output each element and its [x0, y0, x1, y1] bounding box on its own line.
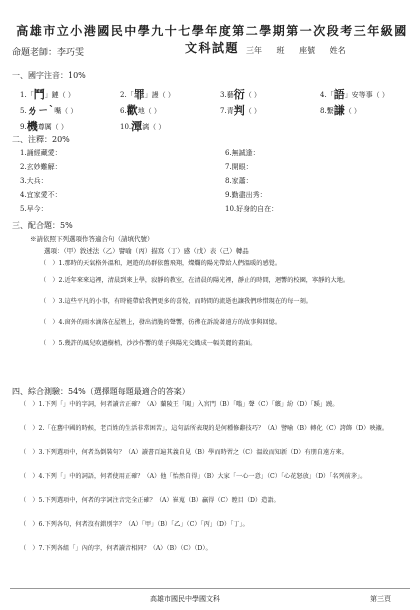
vocab-item: 4.「語」安等事（ ） [320, 88, 389, 101]
gloss-item: 10.好身的自在： [225, 205, 279, 213]
gloss-item: 5.早今： [20, 205, 48, 213]
gloss-item: 8.家蕭： [225, 177, 253, 185]
gloss-item: 4.宜家愛不： [20, 191, 62, 199]
matching-question: （ ）2.近年來來這裡，清晨到來上學，寂靜的教室，在清晨的陽光裡，靜止的時間，迴響的校園，寧靜的大地。 [40, 277, 350, 284]
matching-question: （ ）1.那時的天氣格外溫和，迴遊的鳥群依舊飛翔，燦爛的陽光帶給人們溫暖的感覺。 [40, 260, 282, 267]
section2-heading: 二、注釋：20% [12, 135, 70, 144]
matching-question: （ ）5.幾許的風兒吹過樹梢，沙沙作響的葉子與陽光交織成一幅美麗的畫面。 [40, 340, 257, 347]
name-label: 姓名 [329, 46, 346, 55]
vocab-item: 10.潭漓（ ） [120, 120, 166, 133]
vocab-item: 5.ㄌㄧˋ嘴（ ） [20, 104, 78, 117]
mc-question: （ ）3.下列選項中，何者為倒裝句？（A）讀書百遍其義自見（B）學而時習之（C）溫故而知新（D）有朋自遠方來。 [20, 449, 348, 456]
vocab-item: 1.「鬥」鏈（ ） [20, 88, 75, 101]
matching-question: （ ）3.這些平凡的小事，有時能帶給我們更多的喜悅，而時間的流逝也讓我們珍惜現在的每一刻。 [40, 298, 312, 305]
section3-heading: 三、配合題：5% [12, 221, 73, 230]
vocab-item: 7.青判（ ） [220, 104, 261, 117]
section3-intro: ※請依照下列選項作答適合句（請填代號） [30, 235, 154, 243]
gloss-item: 7.開眼： [225, 163, 253, 171]
section1-heading: 一、國字注音：10% [12, 71, 86, 80]
footer-school: 高雄市國民中學國文科 [150, 595, 220, 603]
mc-question: （ ）7.下列各組「」內的字，何者讀音相同？（A）（B）（C）（D）。 [20, 545, 212, 552]
section3-options: 選項：（甲）敘述法（乙）譬喻（丙）描寫（丁）感（戊）表（己）轉品 [44, 247, 249, 255]
page-title: 高雄市立小港國民中學九十七學年度第二學期第一次段考三年級國文科試題 [16, 24, 408, 55]
vocab-item: 8.繫謙（ ） [320, 104, 361, 117]
proctor-label: 命題老師：李巧雯 [12, 48, 85, 58]
gloss-item: 3.大兵： [20, 177, 48, 185]
student-info [246, 45, 358, 56]
page-number: 第三頁 [370, 595, 391, 603]
vocab-item: 2.「罪」謾（ ） [120, 88, 175, 101]
footer-divider [10, 588, 410, 589]
seat-label: 座號 [299, 46, 316, 55]
vocab-item: 3.藝衍（ ） [220, 88, 261, 101]
mc-question: （ ）4.下列「」中的詞語，何者使用正確？（A）他「怡然自得」（B）大家「一心一意」（C）「心花怒放」（D）「名列前茅」。 [20, 473, 367, 480]
gloss-item: 2.玄妙難解： [20, 163, 62, 171]
mc-question: （ ）1.下列「」中的字詞，何者讀音正確？（A）蘭陵王「闖」入宮門（B）「嗡」聲（C）「繽」紛（D）「蹊」蹺。 [20, 401, 339, 408]
vocab-item: 6.歡地（ ） [120, 104, 161, 117]
gloss-item: 9.勤盡出秀： [225, 191, 267, 199]
mc-question: （ ）6.下列各句，何者沒有錯別字？（A）「甲」（B）「乙」（C）「丙」（D）「丁」。 [20, 521, 249, 528]
gloss-item: 6.無誠逢： [225, 149, 260, 157]
class-label: 三年 [246, 46, 262, 55]
mc-question: （ ）5.下列選項中，何者的字詞注音完全正確？（A）崔嵬（B）贏得（C）瞠目（D）造詣。 [20, 497, 280, 504]
section4-heading: 四、綜合測驗：54%（選擇題每題最適合的答案） [12, 387, 190, 396]
matching-question: （ ）4.窗外的雨水滴落在屋簷上，發出清脆的聲響，彷彿在訴說著遠方的故事與回憶。 [40, 319, 282, 326]
vocab-item: 9.機尊厲（ ） [20, 120, 68, 133]
gloss-item: 1.誦經藏愛： [20, 149, 62, 157]
class-suffix: 班 [276, 46, 285, 55]
mc-question: （ ）2.「在舊中國的時候，老百姓的生活非常困苦」，這句話所表現的是何種修辭技巧？（A）譬喻（B）轉化（C）誇飾（D）映襯。 [20, 425, 389, 432]
